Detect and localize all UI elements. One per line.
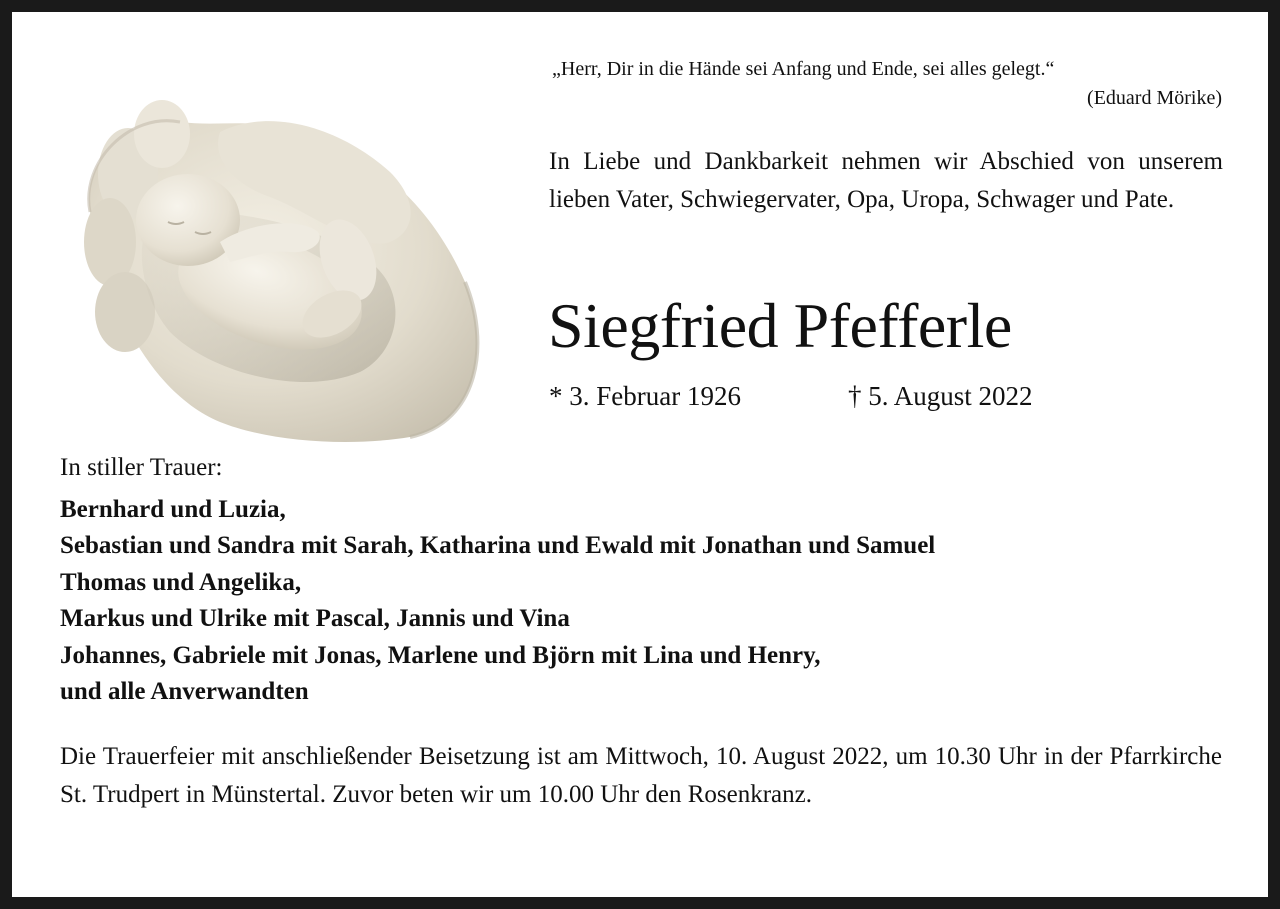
- deceased-name: Siegfried Pfefferle: [548, 290, 1012, 361]
- quote-block: [550, 55, 1222, 113]
- birth-date: * 3. Februar 1926: [549, 381, 741, 411]
- list-item: Bernhard und Luzia,: [60, 496, 286, 523]
- life-dates: [549, 376, 1033, 416]
- mourners-list: [60, 492, 1230, 710]
- quote-author: (Eduard Mörike): [1087, 87, 1222, 109]
- death-date: † 5. August 2022: [848, 381, 1033, 411]
- mourners-label: In stiller Trauer:: [60, 454, 223, 481]
- list-item: Thomas und Angelika,: [60, 568, 302, 596]
- list-item: Sebastian und Sandra mit Sarah, Katharina und Ewald mit Jonathan und Samuel: [60, 532, 936, 560]
- ceremony-notice: Die Trauerfeier mit anschließender Beisetzung ist am Mittwoch, 10. August 2022, um 10.30 Uhr in der Pfarrkirche St. Trudpert in Münstertal. Zuvor beten wir um 10.00 Uhr den Rosenkranz.: [60, 743, 1222, 808]
- baby-in-hand-sculpture-icon: [70, 92, 490, 444]
- list-item: und alle Anverwandten: [60, 678, 309, 706]
- list-item: Markus und Ulrike mit Pascal, Jannis und Vina: [60, 605, 570, 633]
- intro-text: In Liebe und Dankbarkeit nehmen wir Abschied von unserem lieben Vater, Schwiegervater, Opa, Uropa, Schwager und Pate.: [549, 148, 1223, 213]
- list-item: Johannes, Gabriele mit Jonas, Marlene und Björn mit Lina und Henry,: [60, 641, 821, 669]
- quote-text: „Herr, Dir in die Hände sei Anfang und Ende, sei alles gelegt.“: [552, 58, 1055, 80]
